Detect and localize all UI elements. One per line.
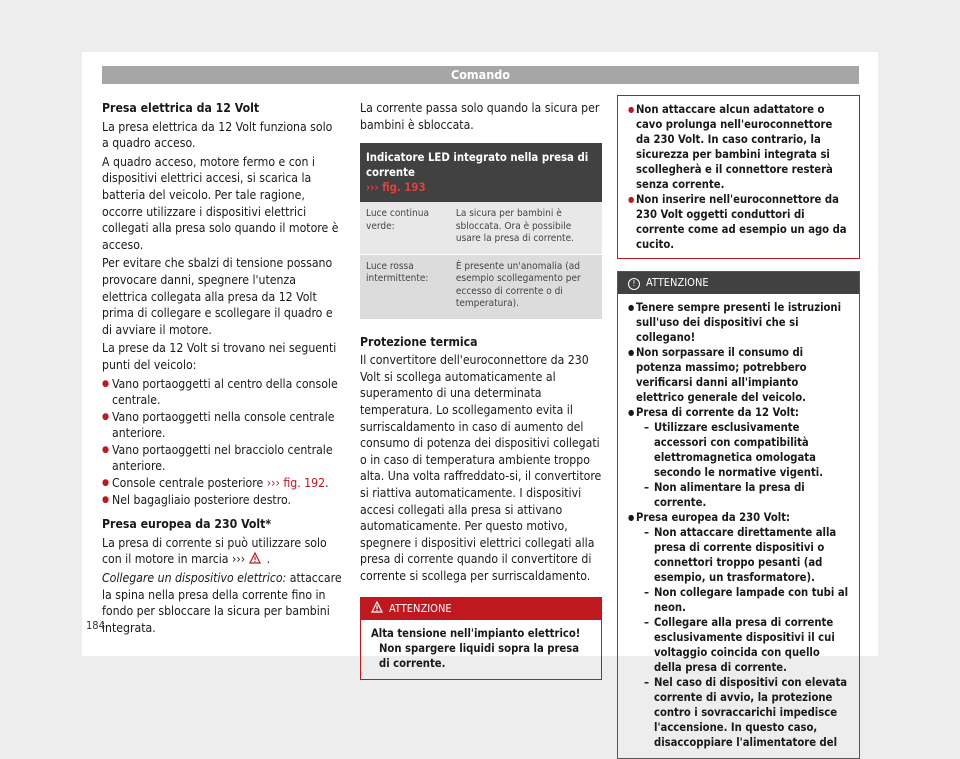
table-row [360,255,602,320]
paragraph: Il convertitore dell'euroconnettore da 230 Volt si scollega automaticamente al superamento di una determinata temperatura. Lo scollegamento evita il surriscaldamento in caso di aumento del consumo di potenza dei dispositivi collegati o in caso di temperatura ambiente troppo alta. Una volta raffreddato-si, il convertitore si riattiva automaticamente. I dispositivi accesi collegati alla presa si attivano automaticamente. Per questo motivo, spegnere i dispositivi elettrici collegati alla presa di corrente quando il convertitore di corrente si scollega per surriscaldamento. [360,353,602,583]
caution-item: ● Tenere sempre presenti le istruzioni sull'uso dei dispositivi che si collegano! [628,300,849,345]
warning-list [628,102,849,252]
table-cell-key: Luce rossa intermittente: [366,260,429,285]
heading-230v: Presa europea da 230 Volt* [102,517,272,532]
warning-box [360,597,602,680]
column-3 [617,95,860,759]
paragraph: La presa elettrica da 12 Volt funziona solo a quadro acceso. [102,119,333,151]
warning-item: ● Non attaccare alcun adattatore o cavo prolunga nell'euroconnettore da 230 Volt. In caso contrario, la sicurezza per bambini integrata si scollegherà e il connettore resterà senza corrente. [628,102,849,192]
caution-list [628,300,849,750]
caution-subitem: – Non collegare lampade con tubi al neon. [644,585,849,615]
list-item: ● Vano portaoggetti nella console centrale anteriore. [102,409,342,442]
table-cell-value: È presente un'anomalia (ad esempio scollegamento per eccesso di corrente o di temperatura). [455,260,581,310]
paragraph: La presa di corrente si può utilizzare solo con il motore in marcia ››› . [102,535,327,567]
warning-body [361,620,601,679]
table-cell-value: La sicura per bambini è sbloccata. Ora è possibile usare la presa di corrente. [455,208,574,245]
caution-subitem: – Utilizzare esclusivamente accessori con compatibilità elettromagnetica omologata secondo le normative vigenti. [644,420,849,480]
caution-item [628,405,849,510]
figure-link[interactable]: ››› fig. 193 [366,181,426,195]
list-item: ● Nel bagagliaio posteriore destro. [102,492,342,509]
list-item-text: Console centrale posteriore [112,476,264,491]
warning-item: ● Non inserire nell'euroconnettore da 230 Volt oggetti conduttori di corrente come ad esempio un ago da cucito. [628,192,849,252]
caution-sublist [636,525,849,750]
page-number: 184 [86,619,105,632]
paragraph-text: attaccare la spina nella presa della corrente fino in fondo per sbloccare la sicura per bambini integrata. [102,571,342,635]
table-cell-key: Luce continua verde: [366,208,429,232]
caution-item [628,510,849,750]
caution-subitem: – Non attaccare direttamente alla presa di corrente dispositivi o connettori troppo pesanti (ad esempio, un trasformatore). [644,525,849,585]
table-header [360,143,602,202]
locations-list [102,376,342,509]
warning-line: Alta tensione nell'impianto elettrico! [371,626,581,640]
warning-header [361,598,601,620]
chapter-header: Comando [102,66,859,84]
table-title: Indicatore LED integrato nella presa di corrente [366,151,589,180]
info-circle-icon: ! [628,278,640,290]
caution-item: ● Non sorpassare il consumo di potenza massimo; potrebbero verificarsi danni all'impianto elettrico generale del veicolo. [628,345,849,405]
warning-box-continued [617,95,860,259]
paragraph-text: La presa di corrente si può utilizzare solo con il motore in marcia [102,535,327,567]
figure-link[interactable]: ››› fig. 192 [266,476,326,491]
paragraph [102,570,342,636]
caution-header [618,272,859,294]
caution-item-text: Presa di corrente da 12 Volt: [636,406,799,419]
warning-title: ATTENZIONE [389,601,452,615]
warning-triangle-icon [249,552,261,564]
caution-body [618,294,859,758]
paragraph: La corrente passa solo quando la sicura per bambini è sbloccata. [360,101,600,132]
warning-item: ● Non spargere liquidi sopra la presa di corrente. [371,641,591,671]
heading-12v: Presa elettrica da 12 Volt [102,101,260,115]
column-2 [360,100,602,680]
italic-label: Collegare un dispositivo elettrico: [102,571,287,586]
paragraph: A quadro acceso, motore fermo e con i dispositivi elettrici accesi, si scarica la batteria del veicolo. Per tale ragione, occorre utilizzare i dispositivi elettrici collegati alla presa solo quando il motore è acceso. [102,154,339,252]
paragraph: Per evitare che sbalzi di tensione possano provocare danni, spegnere l'utenza elettrica collegata alla presa da 12 Volt prima di collegare e scollegare il quadro e di avviare il motore. [102,256,333,337]
caution-sublist [636,420,849,510]
caution-subitem: – Non alimentare la presa di corrente. [644,480,849,510]
paragraph: La prese da 12 Volt si trovano nei seguenti punti del veicolo: [102,341,337,372]
warning-list [371,641,591,671]
caution-box [617,271,860,759]
column-1 [102,100,342,638]
warning-triangle-icon [371,601,383,613]
caution-subitem: – Nel caso di dispositivi con elevata corrente di avvio, la protezione contro i sovraccarichi impedisce l'accensione. In questo caso, disaccoppiare l'alimentatore del [644,675,849,750]
caution-item-text: Presa europea da 230 Volt: [636,511,791,524]
led-table [360,143,602,320]
list-item: ● Vano portaoggetti al centro della console centrale. [102,376,342,409]
list-item: ● Vano portaoggetti nel bracciolo centrale anteriore. [102,442,342,475]
table-row [360,202,602,255]
caution-title: ATTENZIONE [646,276,709,289]
warning-link[interactable]: ››› [232,552,246,567]
list-item: ● Console centrale posteriore ››› fig. 192. [102,475,342,492]
heading-thermal: Protezione termica [360,334,478,349]
caution-subitem: – Collegare alla presa di corrente esclusivamente dispositivi il cui voltaggio coincida con quello della presa di corrente. [644,615,849,675]
